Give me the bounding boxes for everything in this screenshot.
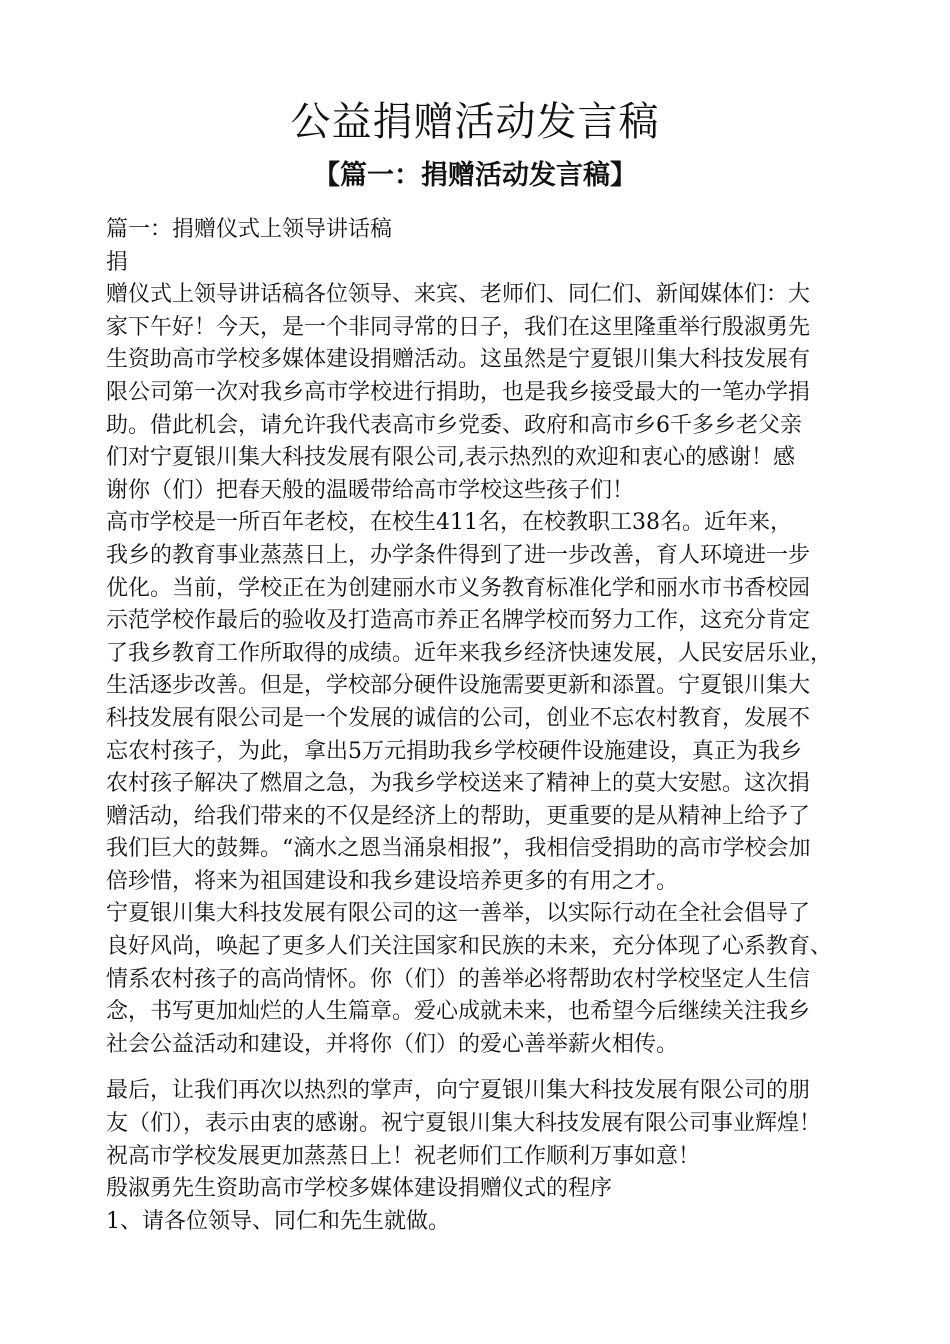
paragraph-line: 谢你（们）把春天般的温暖带给高市学校这些孩子们！	[106, 477, 635, 503]
document-body	[106, 214, 866, 1238]
paragraph-line: 助。借此机会，请允许我代表高市乡党委、政府和高市乡6千多乡老父亲	[106, 412, 802, 438]
paragraph-line: 忘农村孩子，为此，拿出5万元捐助我乡学校硬件设施建设，真正为我乡	[106, 738, 802, 764]
document-subtitle: 【篇一：捐赠活动发言稿】	[313, 160, 637, 191]
paragraph-line: 赠仪式上领导讲话稿各位领导、来宾、老师们、同仁们、新闻媒体们：大	[106, 282, 811, 308]
paragraph-line: 宁夏银川集大科技发展有限公司的这一善举，以实际行动在全社会倡导了	[106, 901, 811, 927]
paragraph-line: 我乡的教育事业蒸蒸日上，办学条件得到了进一步改善，育人环境进一步	[106, 542, 811, 568]
paragraph-line: 示范学校作最后的验收及打造高市养正名牌学校而努力工作，这充分肯定	[106, 608, 811, 634]
paragraph-line: 殷淑勇先生资助高市学校多媒体建设捐赠仪式的程序	[106, 1176, 613, 1202]
paragraph-line: 1、请各位领导、同仁和先生就做。	[106, 1208, 450, 1234]
paragraph-line: 我们巨大的鼓舞。“滴水之恩当涌泉相报”，我相信受捐助的高市学校会加	[106, 836, 811, 862]
paragraph-line: 们对宁夏银川集大科技发展有限公司,表示热烈的欢迎和衷心的感谢！感	[106, 445, 795, 471]
paragraph-line: 科技发展有限公司是一个发展的诚信的公司，创业不忘农村教育，发展不	[106, 705, 811, 731]
paragraph-line: 良好风尚，唤起了更多人们关注国家和民族的未来，充分体现了心系教育、	[106, 934, 833, 960]
paragraph-line: 赠活动，给我们带来的不仅是经济上的帮助，更重要的是从精神上给予了	[106, 803, 811, 829]
document-title: 公益捐赠活动发言稿	[290, 99, 660, 145]
paragraph-line: 友（们），表示由衷的感谢。祝宁夏银川集大科技发展有限公司事业辉煌！	[106, 1111, 822, 1137]
paragraph-line: 生活逐步改善。但是，学校部分硬件设施需要更新和添置。宁夏银川集大	[106, 673, 811, 699]
paragraph-line: 情系农村孩子的高尚情怀。你（们）的善举必将帮助农村学校坚定人生信	[106, 966, 811, 992]
paragraph-line: 生资助高市学校多媒体建设捐赠活动。这虽然是宁夏银川集大科技发展有	[106, 347, 811, 373]
paragraph-line: 优化。当前，学校正在为创建丽水市义务教育标准化学和丽水市书香校园	[106, 575, 811, 601]
paragraph-line: 最后，让我们再次以热烈的掌声，向宁夏银川集大科技发展有限公司的朋	[106, 1078, 811, 1104]
paragraph-gap	[106, 1061, 866, 1075]
paragraph-line: 农村孩子解决了燃眉之急，为我乡学校送来了精神上的莫大安慰。这次捐	[106, 771, 811, 797]
paragraph-line: 倍珍惜，将来为祖国建设和我乡建设培养更多的有用之才。	[106, 868, 679, 894]
paragraph-line: 限公司第一次对我乡高市学校进行捐助，也是我乡接受最大的一笔办学捐	[106, 379, 811, 405]
paragraph-line: 了我乡教育工作所取得的成绩。近年来我乡经济快速发展，人民安居乐业，	[106, 640, 833, 666]
paragraph-line: 捐	[106, 249, 129, 275]
paragraph-line: 家下午好！今天，是一个非同寻常的日子，我们在这里隆重举行殷淑勇先	[106, 314, 811, 340]
paragraph-line: 祝高市学校发展更加蒸蒸日上！祝老师们工作顺利万事如意！	[106, 1143, 701, 1169]
section-heading: 篇一：捐赠仪式上领导讲话稿	[106, 217, 393, 242]
paragraph-line: 念，书写更加灿烂的人生篇章。爱心成就未来，也希望今后继续关注我乡	[106, 999, 811, 1025]
paragraph-line: 社会公益活动和建设，并将你（们）的爱心善举薪火相传。	[106, 1031, 679, 1057]
paragraph-line: 高市学校是一所百年老校，在校生411名，在校教职工38名。近年来，	[106, 510, 792, 536]
